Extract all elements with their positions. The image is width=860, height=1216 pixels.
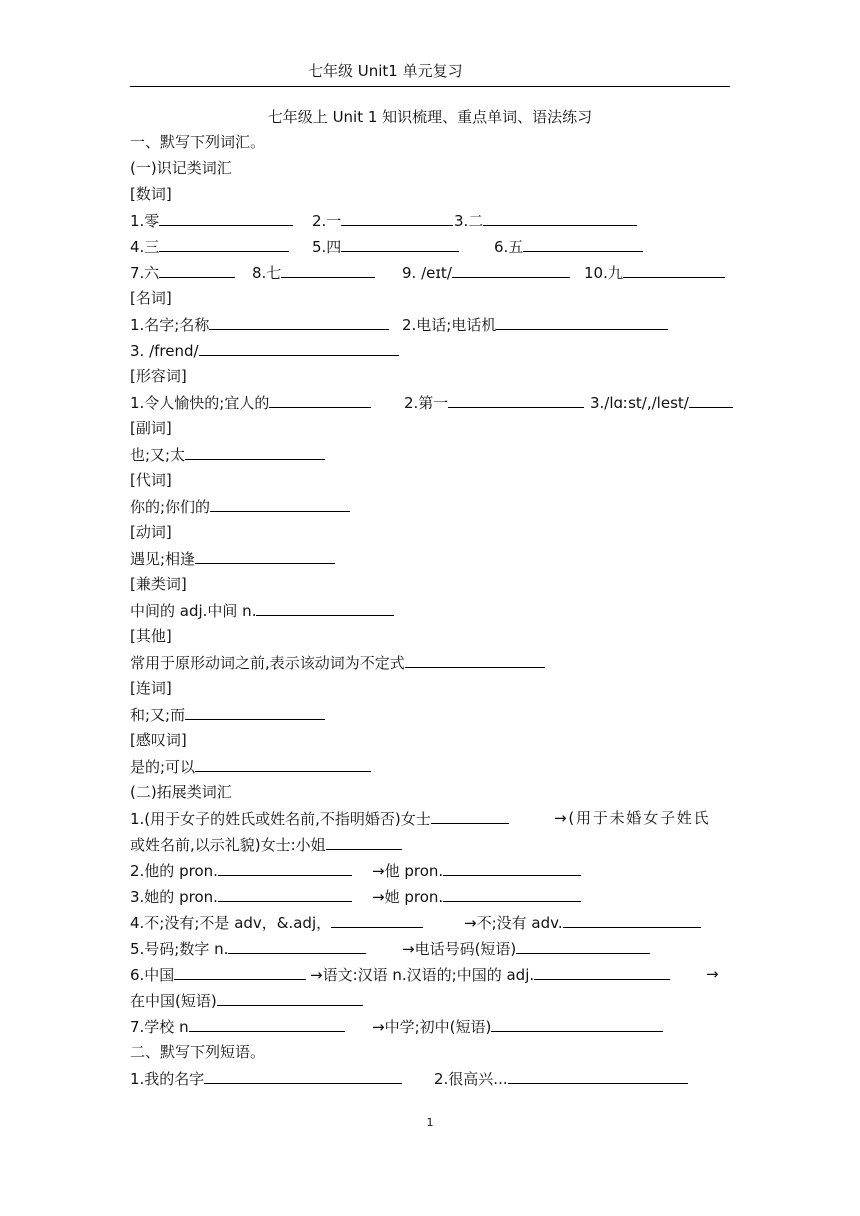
category-verbs: [动词] xyxy=(130,523,172,541)
extended-row-1-cont xyxy=(130,832,402,856)
answer-blank[interactable] xyxy=(563,910,701,928)
item-label: 7.学校 n xyxy=(130,1018,189,1036)
arrow-icon: → xyxy=(706,965,719,983)
item-label: 1.零 xyxy=(130,212,160,230)
answer-blank[interactable] xyxy=(195,546,335,564)
numerals-row-1 xyxy=(130,208,730,232)
answer-blank[interactable] xyxy=(483,208,637,226)
answer-blank[interactable] xyxy=(269,390,371,408)
item-label: 常用于原形动词之前,表示该动词为不定式 xyxy=(130,654,405,672)
item-label: 和;又;而 xyxy=(130,706,186,724)
header-text: 七年级 Unit1 单元复习 xyxy=(308,62,463,80)
answer-blank[interactable] xyxy=(159,234,289,252)
answer-blank[interactable] xyxy=(185,442,325,460)
item-label: 或姓名前,以示礼貌)女士:小姐 xyxy=(130,836,326,854)
section-heading-1: 一、默写下列词汇。 xyxy=(130,133,266,151)
item-label: 7.六 xyxy=(130,264,160,282)
answer-blank[interactable] xyxy=(209,312,389,330)
item-label: →她 pron. xyxy=(372,888,444,906)
numerals-row-3 xyxy=(130,260,730,284)
answer-blank[interactable] xyxy=(448,390,584,408)
answer-blank[interactable] xyxy=(496,312,668,330)
answer-blank[interactable] xyxy=(516,936,650,954)
answer-blank[interactable] xyxy=(185,702,325,720)
answer-blank[interactable] xyxy=(331,910,423,928)
answer-blank[interactable] xyxy=(218,858,352,876)
item-label: 2.第一 xyxy=(404,394,449,412)
answer-blank[interactable] xyxy=(189,1014,345,1032)
document-title: 七年级上 Unit 1 知识梳理、重点单词、语法练习 xyxy=(267,108,593,126)
numerals-row-2 xyxy=(130,234,730,258)
answer-blank[interactable] xyxy=(210,494,350,512)
item-label: 6.中国 xyxy=(130,966,175,984)
phrases-row-1 xyxy=(130,1066,730,1090)
item-label: 3.二 xyxy=(454,212,484,230)
answer-blank[interactable] xyxy=(431,806,509,824)
extended-row-1 xyxy=(130,806,730,830)
item-label: 中间的 adj.中间 n. xyxy=(130,602,257,620)
item-label: 在中国(短语) xyxy=(130,992,217,1010)
answer-blank[interactable] xyxy=(256,598,394,616)
item-label: →中学;初中(短语) xyxy=(372,1018,492,1036)
answer-blank[interactable] xyxy=(199,338,399,356)
category-multi-class: [兼类词] xyxy=(130,575,187,593)
item-label: 你的;你们的 xyxy=(130,498,211,516)
item-label: 1.令人愉快的;宜人的 xyxy=(130,394,270,412)
item-label: 6.五 xyxy=(494,238,524,256)
subsection-heading-2: (二)拓展类词汇 xyxy=(130,783,232,801)
subsection-heading-1: (一)识记类词汇 xyxy=(130,159,232,177)
item-label: 1.(用于女子的姓氏或姓名前,不指明婚否)女士 xyxy=(130,810,431,828)
answer-blank[interactable] xyxy=(174,962,306,980)
adverbs-row xyxy=(130,442,325,466)
category-adjectives: [形容词] xyxy=(130,367,187,385)
item-label: 2.他的 pron. xyxy=(130,862,218,880)
item-label: 1.我的名字 xyxy=(130,1070,205,1088)
answer-blank[interactable] xyxy=(405,650,545,668)
item-label: 3. /frend/ xyxy=(130,342,199,360)
conjunctions-row xyxy=(130,702,325,726)
answer-blank[interactable] xyxy=(195,754,371,772)
nouns-row-2 xyxy=(130,338,399,362)
extended-row-6 xyxy=(130,962,730,986)
item-label: 5.四 xyxy=(312,238,342,256)
item-label: →语文:汉语 n.汉语的;中国的 adj. xyxy=(310,966,535,984)
category-nouns: [名词] xyxy=(130,289,172,307)
item-label: →他 pron. xyxy=(372,862,444,880)
answer-blank[interactable] xyxy=(443,884,581,902)
answer-blank[interactable] xyxy=(689,390,733,408)
item-label: 8.七 xyxy=(252,264,282,282)
item-label: →(用于未婚女子姓氏 xyxy=(554,809,711,827)
item-label: 1.名字;名称 xyxy=(130,316,210,334)
category-other: [其他] xyxy=(130,627,172,645)
interjections-row xyxy=(130,754,371,778)
item-label: 2.很高兴... xyxy=(434,1070,508,1088)
item-label: 9. /eɪt/ xyxy=(402,264,452,282)
item-label: 4.三 xyxy=(130,238,160,256)
item-label: 是的;可以 xyxy=(130,758,196,776)
extended-row-2 xyxy=(130,858,730,882)
category-conjunctions: [连词] xyxy=(130,679,172,697)
extended-row-4 xyxy=(130,910,730,934)
item-label: 也;又;太 xyxy=(130,446,186,464)
answer-blank[interactable] xyxy=(508,1066,688,1084)
multi-class-row xyxy=(130,598,394,622)
answer-blank[interactable] xyxy=(443,858,581,876)
nouns-row-1 xyxy=(130,312,730,336)
answer-blank[interactable] xyxy=(159,260,235,278)
answer-blank[interactable] xyxy=(217,988,363,1006)
answer-blank[interactable] xyxy=(218,884,352,902)
answer-blank[interactable] xyxy=(228,936,366,954)
answer-blank[interactable] xyxy=(341,234,459,252)
item-label: 2.一 xyxy=(312,212,342,230)
item-label: 5.号码;数字 n. xyxy=(130,940,229,958)
verbs-row xyxy=(130,546,335,570)
item-label: 10.九 xyxy=(584,264,623,282)
answer-blank[interactable] xyxy=(452,260,570,278)
category-pronouns: [代词] xyxy=(130,471,172,489)
answer-blank[interactable] xyxy=(281,260,375,278)
page-number: 1 xyxy=(426,1116,434,1129)
adjectives-row-1 xyxy=(130,390,730,414)
answer-blank[interactable] xyxy=(623,260,725,278)
answer-blank[interactable] xyxy=(523,234,643,252)
category-numerals: [数词] xyxy=(130,185,172,203)
answer-blank[interactable] xyxy=(341,208,453,226)
item-label: 2.电话;电话机 xyxy=(402,316,497,334)
section-heading-2: 二、默写下列短语。 xyxy=(130,1043,266,1061)
answer-blank[interactable] xyxy=(159,208,293,226)
pronouns-row xyxy=(130,494,350,518)
extended-row-5 xyxy=(130,936,730,960)
extended-row-7 xyxy=(130,1014,730,1038)
extended-row-3 xyxy=(130,884,730,908)
item-label: →电话号码(短语) xyxy=(402,940,517,958)
page-header xyxy=(130,60,730,87)
category-adverbs: [副词] xyxy=(130,419,172,437)
answer-blank[interactable] xyxy=(326,832,402,850)
category-interjections: [感叹词] xyxy=(130,731,187,749)
other-row xyxy=(130,650,545,674)
extended-row-6-cont xyxy=(130,988,363,1012)
item-label: 3.她的 pron. xyxy=(130,888,218,906)
item-label: 遇见;相逢 xyxy=(130,550,196,568)
item-label: →不;没有 adv. xyxy=(464,914,563,932)
answer-blank[interactable] xyxy=(534,962,670,980)
item-label: 4.不;没有;不是 adv，&.adj， xyxy=(130,914,332,932)
answer-blank[interactable] xyxy=(491,1014,663,1032)
item-label: 3./lɑːst/,/lest/ xyxy=(590,394,689,412)
answer-blank[interactable] xyxy=(204,1066,402,1084)
